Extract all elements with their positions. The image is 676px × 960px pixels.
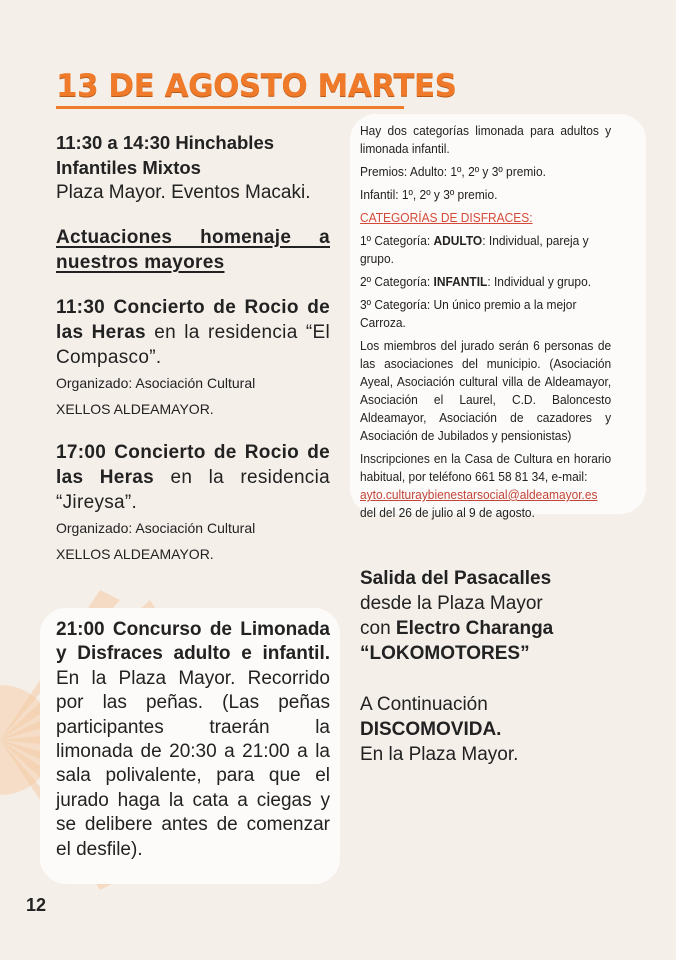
event-hinchables-title: 11:30 a 14:30 Hinchables Infantiles Mixtos: [56, 132, 275, 178]
event-concierto-compasco-place: en la residencia “El Compasco”.: [56, 322, 330, 368]
info-categorias-disfraces: CATEGORÍAS DE DISFRACES:: [360, 210, 533, 225]
left-column: [56, 130, 330, 567]
pasacalles-charanga: [360, 616, 650, 641]
event-concierto-jireysa-place: en la residencia “Jireysa”.: [56, 467, 330, 513]
event-concurso: [56, 618, 330, 862]
info-categoria-2: [360, 273, 611, 291]
info-box-text: [360, 122, 611, 527]
title-underline: [56, 106, 404, 109]
event-concierto-compasco-title: 11:30 Concierto de Rocio de las Heras: [56, 297, 330, 343]
pasacalles-con: con: [360, 618, 396, 639]
page-number: 12: [26, 895, 47, 915]
info-premios-infantil: Infantil: 1º, 2º y 3º premio.: [360, 187, 498, 202]
info-jurado: Los miembros del jurado serán 6 personas de las asociaciones del municipio. (Asociación Ayeal, Asociación cultural villa de Aldeamayor, Asociación el Laurel, C.D. Baloncesto Aldeamayor, Asociación de cazadores y Asociación de Jubilados y pensionistas): [360, 338, 612, 443]
discomovida-place: En la Plaza Mayor.: [360, 744, 519, 765]
right-column: [360, 566, 650, 767]
continuacion-text: A Continuación: [360, 694, 488, 715]
info-categoria-3: 3º Categoría: Un único premio a la mejor Carroza.: [360, 297, 577, 330]
info-inscripciones: Inscripciones en la Casa de Cultura en horario habitual, por teléfono 661 58 81 34, e-mail:: [360, 451, 612, 484]
event-compasco-org2: XELLOS ALDEAMAYOR.: [56, 401, 214, 417]
event-compasco-org: Organizado: Asociación Cultural: [56, 375, 256, 391]
homenaje-heading: Actuaciones homenaje a nuestros mayores: [56, 227, 330, 273]
event-concierto-jireysa-title: 17:00 Concierto de Rocio de las Heras: [56, 442, 330, 488]
event-concurso-text: En la Plaza Mayor. Recorrido por las peñas. (Las peñas participantes traerán la limonada de 20:30 a 21:00 a la sala polivalente, para que el jurado haga la cata a ciegas y se delibere antes de comenzar el desfile).: [56, 667, 330, 860]
categoria-2-bold: INFANTIL: [433, 274, 488, 289]
email-link[interactable]: ayto.culturaybienestarsocial@aldeamayor.es: [360, 487, 598, 502]
info-fechas: del del 26 de julio al 9 de agosto.: [360, 505, 535, 520]
event-jireysa-org2: XELLOS ALDEAMAYOR.: [56, 546, 214, 562]
categoria-2-label: 2º Categoría:: [360, 274, 434, 289]
categoria-1-label: 1º Categoría:: [360, 233, 434, 248]
pasacalles-title: Salida del Pasacalles: [360, 568, 552, 589]
info-categoria-1: [360, 232, 611, 268]
pasacalles-text: desde la Plaza Mayor: [360, 593, 543, 614]
categoria-1-text: : Individual, pareja y grupo.: [360, 233, 589, 266]
pasacalles-lokomotores: “LOKOMOTORES”: [360, 643, 530, 664]
discomovida-title: DISCOMOVIDA.: [360, 719, 502, 740]
event-concierto-jireysa: [56, 440, 330, 515]
event-hinchables-place: Plaza Mayor. Eventos Macaki.: [56, 182, 311, 203]
categoria-1-bold: ADULTO: [433, 233, 483, 248]
event-concierto-compasco: [56, 295, 330, 370]
page-title: 13 DE AGOSTO MARTES: [56, 68, 457, 104]
info-premios-adulto: Premios: Adulto: 1º, 2º y 3º premio.: [360, 164, 546, 179]
pasacalles-charanga-name: Electro Charanga: [395, 618, 554, 639]
categoria-2-text: : Individual y grupo.: [487, 274, 592, 289]
event-concurso-title: 21:00 Concurso de Limonada y Disfraces adulto e infantil.: [56, 619, 330, 665]
info-categorias-limonada: Hay dos categorías limonada para adultos y limonada infantil.: [360, 123, 612, 156]
event-jireysa-org: Organizado: Asociación Cultural: [56, 520, 256, 536]
